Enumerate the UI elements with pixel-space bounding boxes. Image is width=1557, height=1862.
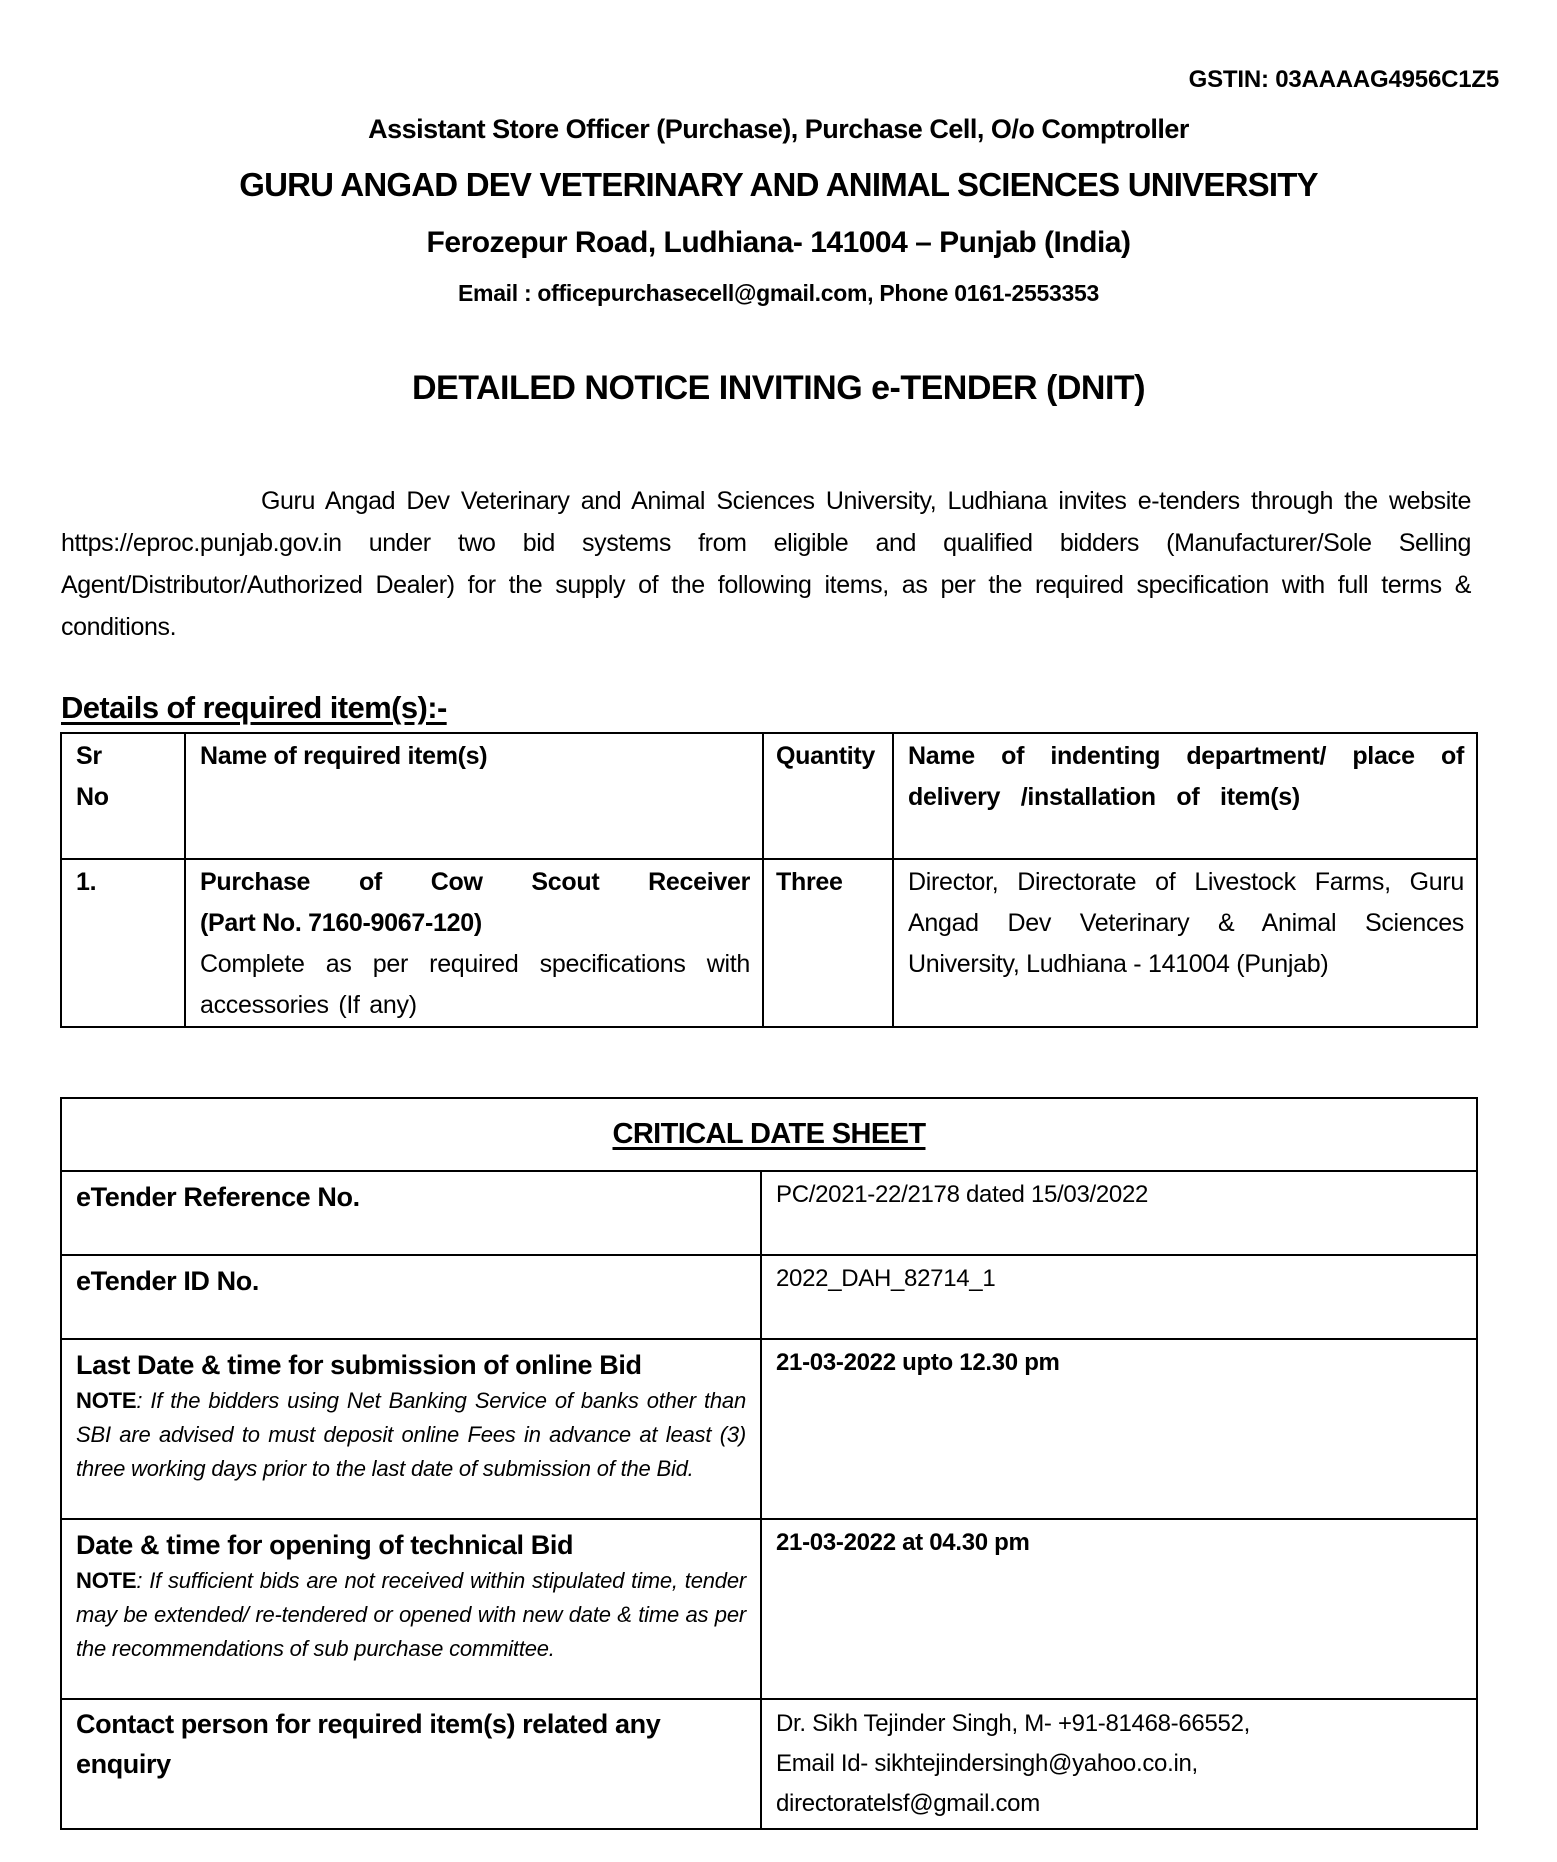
submission-deadline-value: 21-03-2022 upto 12.30 pm [776,1349,1060,1376]
table-row [61,1255,1477,1339]
row-quantity: Three [763,859,893,1027]
submission-deadline-label-cell [61,1339,761,1519]
document-title: DETAILED NOTICE INVITING e-TENDER (DNIT) [411,369,1146,407]
header-quantity: Quantity [763,733,893,859]
critical-date-sheet [60,1097,1478,1830]
submission-note [76,1384,746,1486]
intro-paragraph [61,480,1471,648]
university-address: Ferozepur Road, Ludhiana- 141004 – Punjab (India) [426,226,1131,259]
header-sr-line1: Sr [76,742,102,770]
tender-reference-label: eTender Reference No. [76,1182,360,1212]
tender-reference-value: PC/2021-22/2178 dated 15/03/2022 [776,1181,1149,1208]
contact-person-value-cell [761,1699,1477,1829]
contact-person-name-phone: Dr. Sikh Tejinder Singh, M- +91-81468-66552, [776,1710,1250,1737]
contact-person-email[interactable]: Email Id- sikhtejindersingh@yahoo.co.in, [776,1750,1198,1777]
technical-bid-opening-label-cell [61,1519,761,1699]
technical-bid-opening-value: 21-03-2022 at 04.30 pm [776,1529,1030,1556]
critical-date-sheet-title-row [61,1098,1477,1171]
note-keyword: NOTE [76,1568,137,1593]
technical-bid-opening-value-cell [761,1519,1477,1699]
intro-text: Guru Angad Dev Veterinary and Animal Sciences University, Ludhiana invites e-tenders through the website https://eproc.punjab.gov.in under two bid systems from eligible and qualified bidders (Manufacturer/Sole Selling Agent/Distributor/Authorized Dealer) for the supply of the following items, as per the required specification with full terms & conditions. [61,487,1471,641]
contact-person-label: Contact person for required item(s) related any enquiry [76,1709,661,1779]
items-table-header [61,733,1477,859]
table-row [61,859,1477,1027]
note-text: : If sufficient bids are not received within stipulated time, tender may be extended/ re-tendered or opened with new date & time as per the recommendations of sub purchase committee. [76,1568,746,1661]
table-row [61,1171,1477,1255]
tender-id-label-cell [61,1255,761,1339]
row-item-title-line1: Purchase of Cow Scout Receiver [200,868,750,896]
table-row [61,1699,1477,1829]
technical-bid-opening-label: Date & time for opening of technical Bid [76,1530,574,1560]
header-department: Name of indenting department/ place of delivery /installation of item(s) [893,733,1477,859]
row-item-name [185,859,763,1027]
university-name: GURU ANGAD DEV VETERINARY AND ANIMAL SCIENCES UNIVERSITY [239,166,1318,203]
tender-id-label: eTender ID No. [76,1266,259,1296]
contact-person-label-cell [61,1699,761,1829]
header-item-name: Name of required item(s) [185,733,763,859]
tender-id-value: 2022_DAH_82714_1 [776,1265,996,1292]
office-name: Assistant Store Officer (Purchase), Purchase Cell, O/o Comptroller [368,114,1189,144]
note-text: : If the bidders using Net Banking Service of banks other than SBI are advised to must deposit online Fees in advance at least (3) three working days prior to the last date of submission of the Bid. [76,1388,746,1481]
row-item-detail: Complete as per required specifications with accessories (If any) [200,950,750,1019]
tender-id-value-cell [761,1255,1477,1339]
items-table [60,732,1478,1028]
directorate-email[interactable]: directoratelsf@gmail.com [776,1790,1040,1817]
submission-deadline-value-cell [761,1339,1477,1519]
submission-deadline-label: Last Date & time for submission of online Bid [76,1350,642,1380]
row-sr-no: 1. [61,859,185,1027]
header-sr-no [61,733,185,859]
table-row [61,1519,1477,1699]
opening-note [76,1564,746,1666]
tender-reference-label-cell [61,1171,761,1255]
header-sr-line2: No [76,783,109,811]
row-item-title-line2: (Part No. 7160-9067-120) [200,909,482,937]
table-row [61,1339,1477,1519]
office-contact: Email : officepurchasecell@gmail.com, Phone 0161-2553353 [458,280,1099,306]
gstin-number: GSTIN: 03AAAAG4956C1Z5 [1188,66,1499,93]
tender-reference-value-cell [761,1171,1477,1255]
row-department: Director, Directorate of Livestock Farms, Guru Angad Dev Veterinary & Animal Sciences University, Ludhiana - 141004 (Punjab) [893,859,1477,1027]
critical-date-sheet-title: CRITICAL DATE SHEET [612,1118,926,1150]
items-section-heading: Details of required item(s):- [61,690,447,725]
critical-date-sheet-title-cell [61,1098,1477,1171]
note-keyword: NOTE [76,1388,137,1413]
